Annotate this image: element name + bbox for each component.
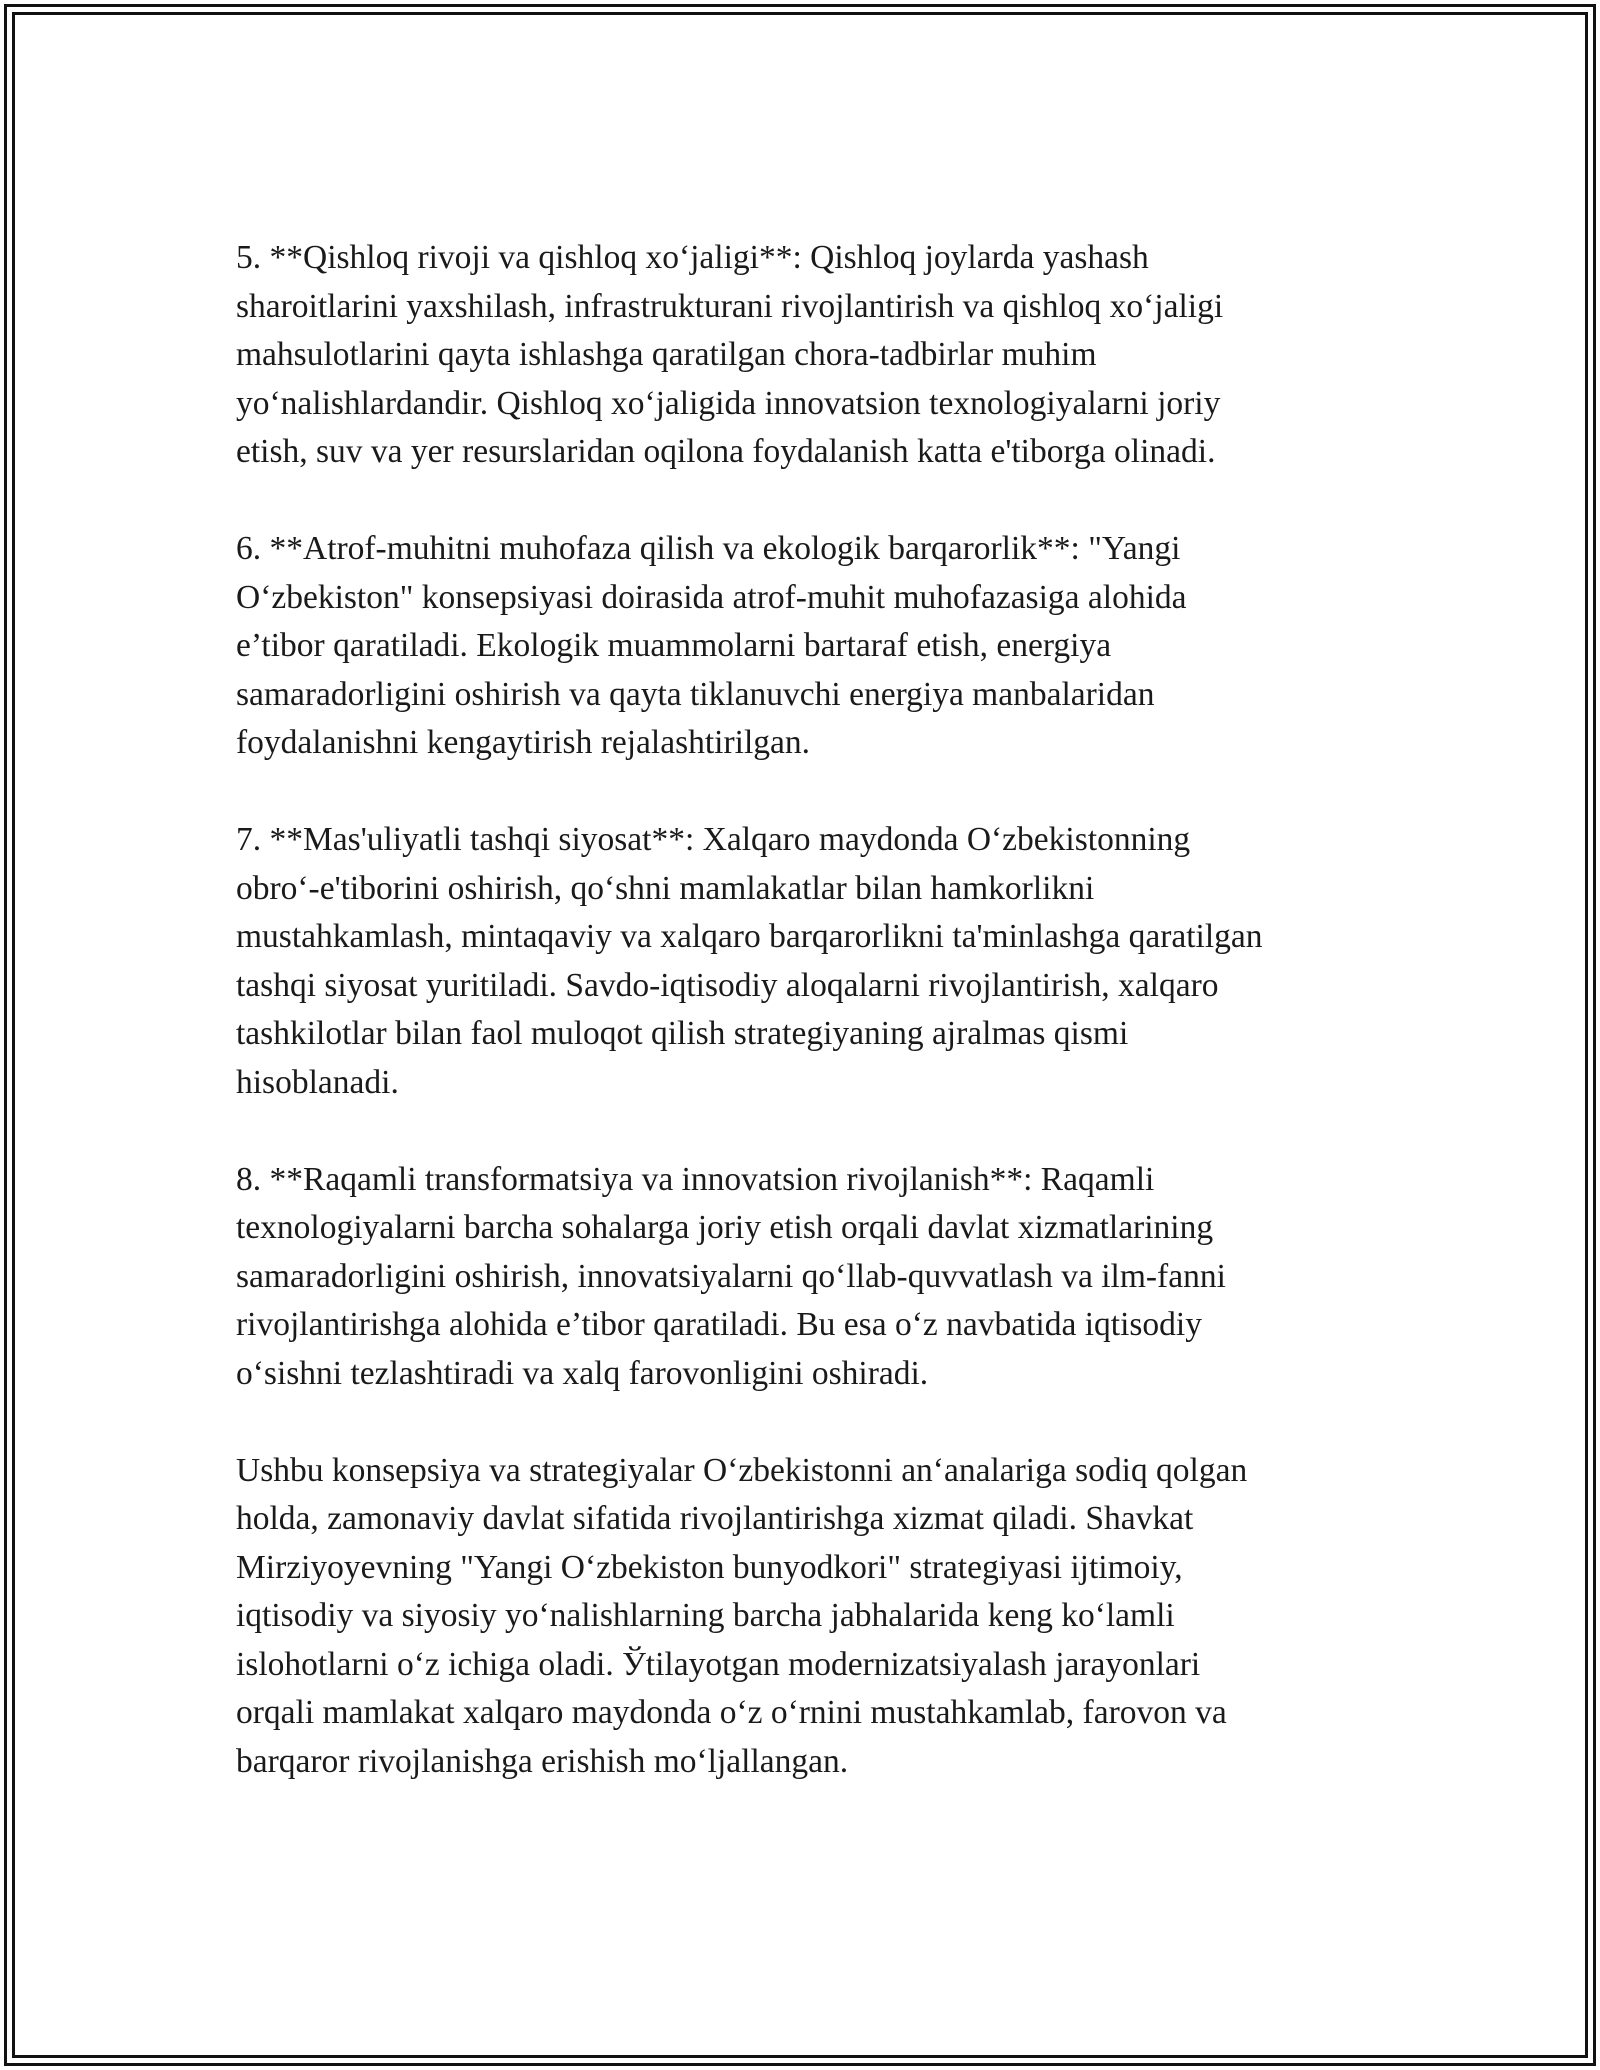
paragraph-foreign-policy: 7. **Mas'uliyatli tashqi siyosat**: Xalqaro maydonda O‘zbekistonning obro‘-e'tiborini oshirish, qo‘shni mamlakatlar bilan hamkorlikni mustahkamlash, mintaqaviy va xalqaro barqarorlikni ta'minlashga qaratilgan tashqi siyosat yuritiladi. Savdo-iqtisodiy aloqalarni rivojlantirish, xalqaro tashkilotlar bilan faol muloqot qilish strategiyaning ajralmas qismi hisoblanadi. — [236, 821, 1263, 1101]
paragraph-conclusion: Ushbu konsepsiya va strategiyalar O‘zbekistonni an‘analariga sodiq qolgan holda, zamonaviy davlat sifatida rivojlantirishga xizmat qiladi. Shavkat Mirziyoyevning "Yangi O‘zbekiston bunyodkori" strategiyasi ijtimoiy, iqtisodiy va siyosiy yo‘nalishlarning barcha jabhalarida keng ko‘lamli islohotlarni o‘z ichiga oladi. Ўtilayotgan modernizatsiyalash jarayonlari orqali mamlakat xalqaro maydonda o‘z o‘rnini mustahkamlab, farovon va barqaror rivojlanishga erishish mo‘ljallangan. — [236, 1451, 1248, 1780]
document-body — [236, 234, 1366, 1786]
paragraph-digital-transformation: 8. **Raqamli transformatsiya va innovatsion rivojlanish**: Raqamli texnologiyalarni barcha sohalarga joriy etish orqali davlat xizmatlarining samaradorligini oshirish, innovatsiyalarni qo‘llab-quvvatlash va ilm-fanni rivojlantirishga alohida e’tibor qaratiladi. Bu esa o‘z navbatida iqtisodiy o‘sishni tezlashtiradi va xalq farovonligini oshiradi. — [236, 1160, 1226, 1392]
paragraph-rural-development: 5. **Qishloq rivoji va qishloq xo‘jaligi**: Qishloq joylarda yashash sharoitlarini yaxshilash, infrastrukturani rivojlantirish va qishloq xo‘jaligi mahsulotlarini qayta ishlashga qaratilgan chora-tadbirlar muhim yo‘nalishlardandir. Qishloq xo‘jaligida innovatsion texnologiyalarni joriy etish, suv va yer resurslaridan oqilona foydalanish katta e'tiborga olinadi. — [236, 239, 1224, 470]
paragraph-environment-protection: 6. **Atrof-muhitni muhofaza qilish va ekologik barqarorlik**: "Yangi O‘zbekiston" konsepsiyasi doirasida atrof-muhit muhofazasiga alohida e’tibor qaratiladi. Ekologik muammolarni bartaraf etish, energiya samaradorligini oshirish va qayta tiklanuvchi energiya manbalaridan foydalanishni kengaytirish rejalashtirilgan. — [236, 530, 1187, 761]
